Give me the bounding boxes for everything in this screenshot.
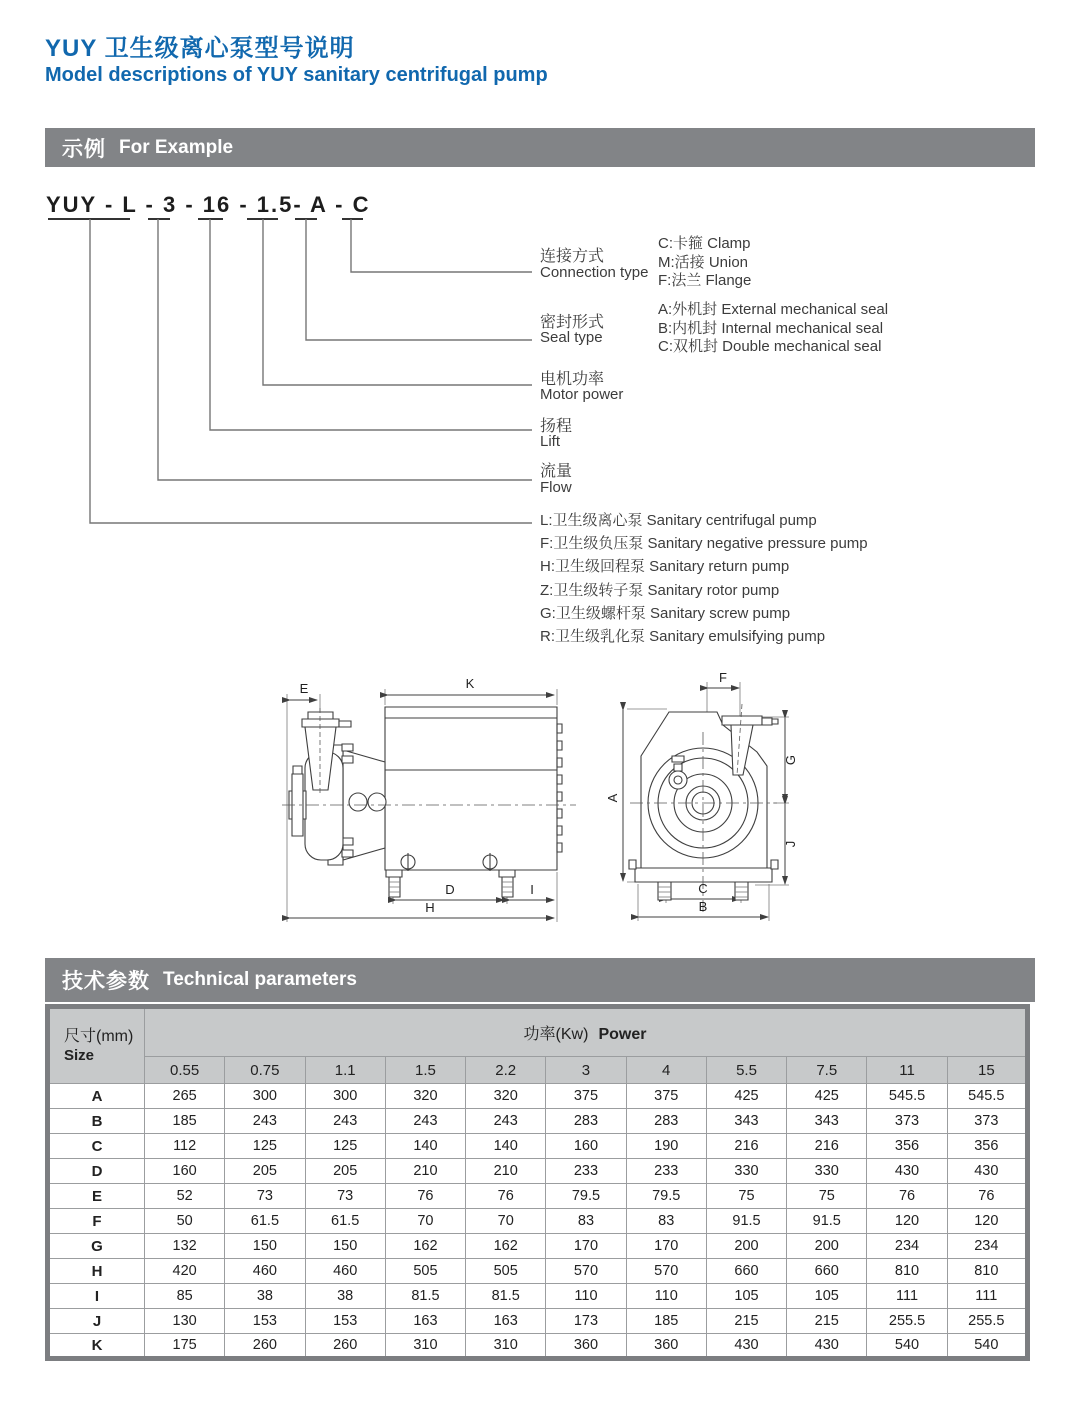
dimension-value-cell: 425 xyxy=(706,1084,786,1109)
connection-option-clamp: C:卡箍 Clamp xyxy=(658,235,751,252)
dimension-value-cell: 38 xyxy=(305,1284,385,1309)
dimension-value-cell: 76 xyxy=(385,1184,465,1209)
dimension-value-cell: 205 xyxy=(225,1159,305,1184)
dimension-value-cell: 343 xyxy=(787,1109,867,1134)
dimension-value-cell: 300 xyxy=(305,1084,385,1109)
dimension-value-cell: 85 xyxy=(145,1284,225,1309)
dimension-value-cell: 375 xyxy=(626,1084,706,1109)
dimension-value-cell: 153 xyxy=(225,1309,305,1334)
lift-label-cn: 扬程 xyxy=(540,418,573,435)
dimension-value-cell: 125 xyxy=(225,1134,305,1159)
dimension-value-cell: 430 xyxy=(787,1334,867,1359)
dimension-value-cell: 810 xyxy=(947,1259,1027,1284)
seal-type-options xyxy=(658,301,888,357)
dimension-value-cell: 570 xyxy=(546,1259,626,1284)
dimension-value-cell: 243 xyxy=(466,1109,546,1134)
flow-label-en: Flow xyxy=(540,479,572,496)
dimension-value-cell: 260 xyxy=(305,1334,385,1359)
dimension-value-cell: 540 xyxy=(867,1334,947,1359)
parameters-header-cn: 技术参数 xyxy=(62,970,150,993)
dimension-value-cell: 210 xyxy=(385,1159,465,1184)
power-column-header: 2.2 xyxy=(466,1057,546,1084)
seal-option-external: A:外机封 External mechanical seal xyxy=(658,301,889,318)
dimension-value-cell: 50 xyxy=(145,1209,225,1234)
pump-type-emulsifying: R:卫生级乳化泵 Sanitary emulsifying pump xyxy=(540,628,826,646)
dimension-value-cell: 810 xyxy=(867,1259,947,1284)
table-row xyxy=(48,1284,1028,1309)
lift-label-en: Lift xyxy=(540,433,561,450)
dimension-value-cell: 210 xyxy=(466,1159,546,1184)
motor-power-label-cn: 电机功率 xyxy=(540,371,605,388)
seal-option-internal: B:内机封 Internal mechanical seal xyxy=(658,319,884,337)
dimension-value-cell: 255.5 xyxy=(947,1309,1027,1334)
power-group-header xyxy=(145,1007,1028,1057)
dimension-value-cell: 83 xyxy=(546,1209,626,1234)
dimension-value-cell: 425 xyxy=(787,1084,867,1109)
table-row xyxy=(48,1334,1028,1359)
dimension-value-cell: 255.5 xyxy=(867,1309,947,1334)
dimension-value-cell: 243 xyxy=(225,1109,305,1134)
dimension-value-cell: 430 xyxy=(706,1334,786,1359)
size-label-en: Size xyxy=(64,1046,95,1064)
pump-type-screw: G:卫生级螺杆泵 Sanitary screw pump xyxy=(540,604,791,622)
dimension-value-cell: 215 xyxy=(787,1309,867,1334)
dimension-value-cell: 79.5 xyxy=(546,1184,626,1209)
dimension-value-cell: 545.5 xyxy=(947,1084,1027,1109)
dimension-value-cell: 140 xyxy=(385,1134,465,1159)
parameters-header-en: Technical parameters xyxy=(163,969,357,990)
dimension-value-cell: 150 xyxy=(305,1234,385,1259)
dimension-value-cell: 73 xyxy=(305,1184,385,1209)
dimension-value-cell: 170 xyxy=(626,1234,706,1259)
seal-type-label-cn: 密封形式 xyxy=(540,314,605,331)
dim-label-k: K xyxy=(465,676,475,691)
dimension-value-cell: 79.5 xyxy=(626,1184,706,1209)
dimension-value-cell: 190 xyxy=(626,1134,706,1159)
dim-label-b: B xyxy=(698,899,708,914)
dimension-value-cell: 81.5 xyxy=(385,1284,465,1309)
dimension-value-cell: 110 xyxy=(546,1284,626,1309)
dimension-value-cell: 70 xyxy=(385,1209,465,1234)
dimension-value-cell: 570 xyxy=(626,1259,706,1284)
dimension-value-cell: 61.5 xyxy=(225,1209,305,1234)
dimension-value-cell: 300 xyxy=(225,1084,305,1109)
dimension-value-cell: 173 xyxy=(546,1309,626,1334)
dim-label-f: F xyxy=(719,672,727,685)
model-code-connector-lines xyxy=(0,0,1077,700)
dimension-value-cell: 505 xyxy=(466,1259,546,1284)
table-row xyxy=(48,1084,1028,1109)
dimension-value-cell: 105 xyxy=(787,1284,867,1309)
dimension-value-cell: 111 xyxy=(947,1284,1027,1309)
dimension-value-cell: 91.5 xyxy=(706,1209,786,1234)
model-code: YUY - L - 3 - 16 - 1.5- A - C xyxy=(46,192,371,217)
power-label-cn: 功率(Kw) xyxy=(523,1026,589,1043)
row-size-label: J xyxy=(48,1309,145,1334)
dimension-value-cell: 330 xyxy=(787,1159,867,1184)
row-size-label: G xyxy=(48,1234,145,1259)
dimension-value-cell: 150 xyxy=(225,1234,305,1259)
pump-type-list xyxy=(540,509,868,648)
dimension-value-cell: 233 xyxy=(546,1159,626,1184)
dimension-value-cell: 132 xyxy=(145,1234,225,1259)
power-column-header: 15 xyxy=(947,1057,1027,1084)
dimension-value-cell: 215 xyxy=(706,1309,786,1334)
dimension-value-cell: 375 xyxy=(546,1084,626,1109)
dimension-value-cell: 76 xyxy=(947,1184,1027,1209)
power-column-header: 3 xyxy=(546,1057,626,1084)
row-size-label: D xyxy=(48,1159,145,1184)
power-column-header: 1.1 xyxy=(305,1057,385,1084)
motor-power-label-en: Motor power xyxy=(540,386,624,403)
row-size-label: I xyxy=(48,1284,145,1309)
dimension-value-cell: 200 xyxy=(787,1234,867,1259)
table-row xyxy=(48,1134,1028,1159)
dimension-value-cell: 75 xyxy=(787,1184,867,1209)
dimension-value-cell: 61.5 xyxy=(305,1209,385,1234)
dimension-value-cell: 73 xyxy=(225,1184,305,1209)
dim-label-c: C xyxy=(698,881,708,896)
dimension-value-cell: 130 xyxy=(145,1309,225,1334)
pump-side-view-drawing xyxy=(280,672,580,934)
dimension-value-cell: 52 xyxy=(145,1184,225,1209)
dim-label-e: E xyxy=(299,681,309,696)
dimension-value-cell: 283 xyxy=(546,1109,626,1134)
dimension-value-cell: 243 xyxy=(305,1109,385,1134)
dimension-value-cell: 233 xyxy=(626,1159,706,1184)
row-size-label: F xyxy=(48,1209,145,1234)
example-header-cn: 示例 xyxy=(62,137,106,161)
dimension-value-cell: 163 xyxy=(466,1309,546,1334)
pump-type-rotor: Z:卫生级转子泵 Sanitary rotor pump xyxy=(540,581,780,599)
parameters-section-header xyxy=(45,958,1035,1002)
example-section-header xyxy=(45,128,1035,167)
row-size-label: H xyxy=(48,1259,145,1284)
dimension-value-cell: 234 xyxy=(867,1234,947,1259)
dimension-value-cell: 175 xyxy=(145,1334,225,1359)
table-row xyxy=(48,1159,1028,1184)
table-row xyxy=(48,1109,1028,1134)
dimension-value-cell: 120 xyxy=(867,1209,947,1234)
row-size-label: B xyxy=(48,1109,145,1134)
pump-front-view-drawing xyxy=(605,672,805,950)
dimension-value-cell: 505 xyxy=(385,1259,465,1284)
dimension-value-cell: 373 xyxy=(867,1109,947,1134)
size-label-cn: 尺寸(mm) xyxy=(64,1027,134,1045)
dimension-value-cell: 76 xyxy=(867,1184,947,1209)
power-column-header: 0.75 xyxy=(225,1057,305,1084)
dimension-value-cell: 430 xyxy=(947,1159,1027,1184)
dim-label-a: A xyxy=(605,793,620,803)
dimension-value-cell: 356 xyxy=(867,1134,947,1159)
dimension-value-cell: 160 xyxy=(546,1134,626,1159)
dimension-value-cell: 330 xyxy=(706,1159,786,1184)
dimension-value-cell: 153 xyxy=(305,1309,385,1334)
dimension-value-cell: 112 xyxy=(145,1134,225,1159)
dimension-value-cell: 205 xyxy=(305,1159,385,1184)
table-row xyxy=(48,1309,1028,1334)
row-size-label: K xyxy=(48,1334,145,1359)
dimension-value-cell: 70 xyxy=(466,1209,546,1234)
technical-parameters-table xyxy=(45,1004,1030,1361)
pump-type-centrifugal: L:卫生级离心泵 Sanitary centrifugal pump xyxy=(540,512,817,529)
dimension-value-cell: 545.5 xyxy=(867,1084,947,1109)
table-row xyxy=(48,1184,1028,1209)
connection-type-label-cn: 连接方式 xyxy=(540,248,605,265)
dimension-value-cell: 75 xyxy=(706,1184,786,1209)
dimension-value-cell: 260 xyxy=(225,1334,305,1359)
dimension-value-cell: 310 xyxy=(466,1334,546,1359)
dimension-value-cell: 660 xyxy=(787,1259,867,1284)
dimension-value-cell: 38 xyxy=(225,1284,305,1309)
table-row xyxy=(48,1209,1028,1234)
dimension-value-cell: 660 xyxy=(706,1259,786,1284)
page-title-en: Model descriptions of YUY sanitary centrifugal pump xyxy=(45,64,548,86)
table-row xyxy=(48,1259,1028,1284)
power-label-en: Power xyxy=(598,1026,647,1043)
dimension-value-cell: 420 xyxy=(145,1259,225,1284)
dimension-value-cell: 373 xyxy=(947,1109,1027,1134)
dimension-value-cell: 111 xyxy=(867,1284,947,1309)
table-row xyxy=(48,1234,1028,1259)
dimension-value-cell: 83 xyxy=(626,1209,706,1234)
dimension-value-cell: 140 xyxy=(466,1134,546,1159)
dimension-value-cell: 343 xyxy=(706,1109,786,1134)
dimension-value-cell: 200 xyxy=(706,1234,786,1259)
dimension-value-cell: 81.5 xyxy=(466,1284,546,1309)
pump-type-negative-pressure: F:卫生级负压泵 Sanitary negative pressure pump xyxy=(540,535,868,553)
dimension-value-cell: 76 xyxy=(466,1184,546,1209)
row-size-label: C xyxy=(48,1134,145,1159)
dimension-value-cell: 91.5 xyxy=(787,1209,867,1234)
dimension-value-cell: 125 xyxy=(305,1134,385,1159)
dimension-value-cell: 234 xyxy=(947,1234,1027,1259)
dim-label-g: G xyxy=(783,754,798,766)
dimension-value-cell: 110 xyxy=(626,1284,706,1309)
seal-type-label-en: Seal type xyxy=(540,329,603,346)
dimension-value-cell: 310 xyxy=(385,1334,465,1359)
dimension-value-cell: 320 xyxy=(385,1084,465,1109)
dimension-value-cell: 185 xyxy=(626,1309,706,1334)
dim-label-d: D xyxy=(445,882,455,897)
dimension-value-cell: 160 xyxy=(145,1159,225,1184)
dimension-value-cell: 162 xyxy=(385,1234,465,1259)
dimension-value-cell: 216 xyxy=(787,1134,867,1159)
power-column-header: 4 xyxy=(626,1057,706,1084)
example-header-en: For Example xyxy=(119,136,234,158)
dimension-value-cell: 170 xyxy=(546,1234,626,1259)
power-column-header: 1.5 xyxy=(385,1057,465,1084)
connection-option-flange: F:法兰 Flange xyxy=(658,272,752,290)
dimension-value-cell: 460 xyxy=(225,1259,305,1284)
size-column-header xyxy=(48,1007,145,1084)
power-column-header: 7.5 xyxy=(787,1057,867,1084)
power-column-header: 0.55 xyxy=(145,1057,225,1084)
dimension-value-cell: 120 xyxy=(947,1209,1027,1234)
dimension-value-cell: 105 xyxy=(706,1284,786,1309)
connection-type-label-en: Connection type xyxy=(540,264,649,281)
flow-label-cn: 流量 xyxy=(540,463,573,480)
power-column-header: 11 xyxy=(867,1057,947,1084)
dimension-value-cell: 243 xyxy=(385,1109,465,1134)
dim-label-h: H xyxy=(425,900,435,915)
pump-type-return: H:卫生级回程泵 Sanitary return pump xyxy=(540,558,790,576)
dimension-value-cell: 320 xyxy=(466,1084,546,1109)
dimension-value-cell: 216 xyxy=(706,1134,786,1159)
dimension-value-cell: 360 xyxy=(626,1334,706,1359)
dim-label-j: J xyxy=(783,840,798,848)
power-column-header: 5.5 xyxy=(706,1057,786,1084)
dimension-value-cell: 162 xyxy=(466,1234,546,1259)
dimension-value-cell: 185 xyxy=(145,1109,225,1134)
dimension-value-cell: 460 xyxy=(305,1259,385,1284)
dimension-value-cell: 356 xyxy=(947,1134,1027,1159)
dimension-value-cell: 430 xyxy=(867,1159,947,1184)
dimension-value-cell: 283 xyxy=(626,1109,706,1134)
row-size-label: E xyxy=(48,1184,145,1209)
row-size-label: A xyxy=(48,1084,145,1109)
page-title-cn: YUY 卫生级离心泵型号说明 xyxy=(45,35,355,62)
connection-type-options xyxy=(658,235,751,291)
dimension-value-cell: 163 xyxy=(385,1309,465,1334)
dimension-value-cell: 540 xyxy=(947,1334,1027,1359)
dim-label-i: I xyxy=(530,882,534,897)
dimension-value-cell: 265 xyxy=(145,1084,225,1109)
seal-option-double: C:双机封 Double mechanical seal xyxy=(658,338,882,356)
dimension-value-cell: 360 xyxy=(546,1334,626,1359)
connection-option-union: M:活接 Union xyxy=(658,253,749,271)
